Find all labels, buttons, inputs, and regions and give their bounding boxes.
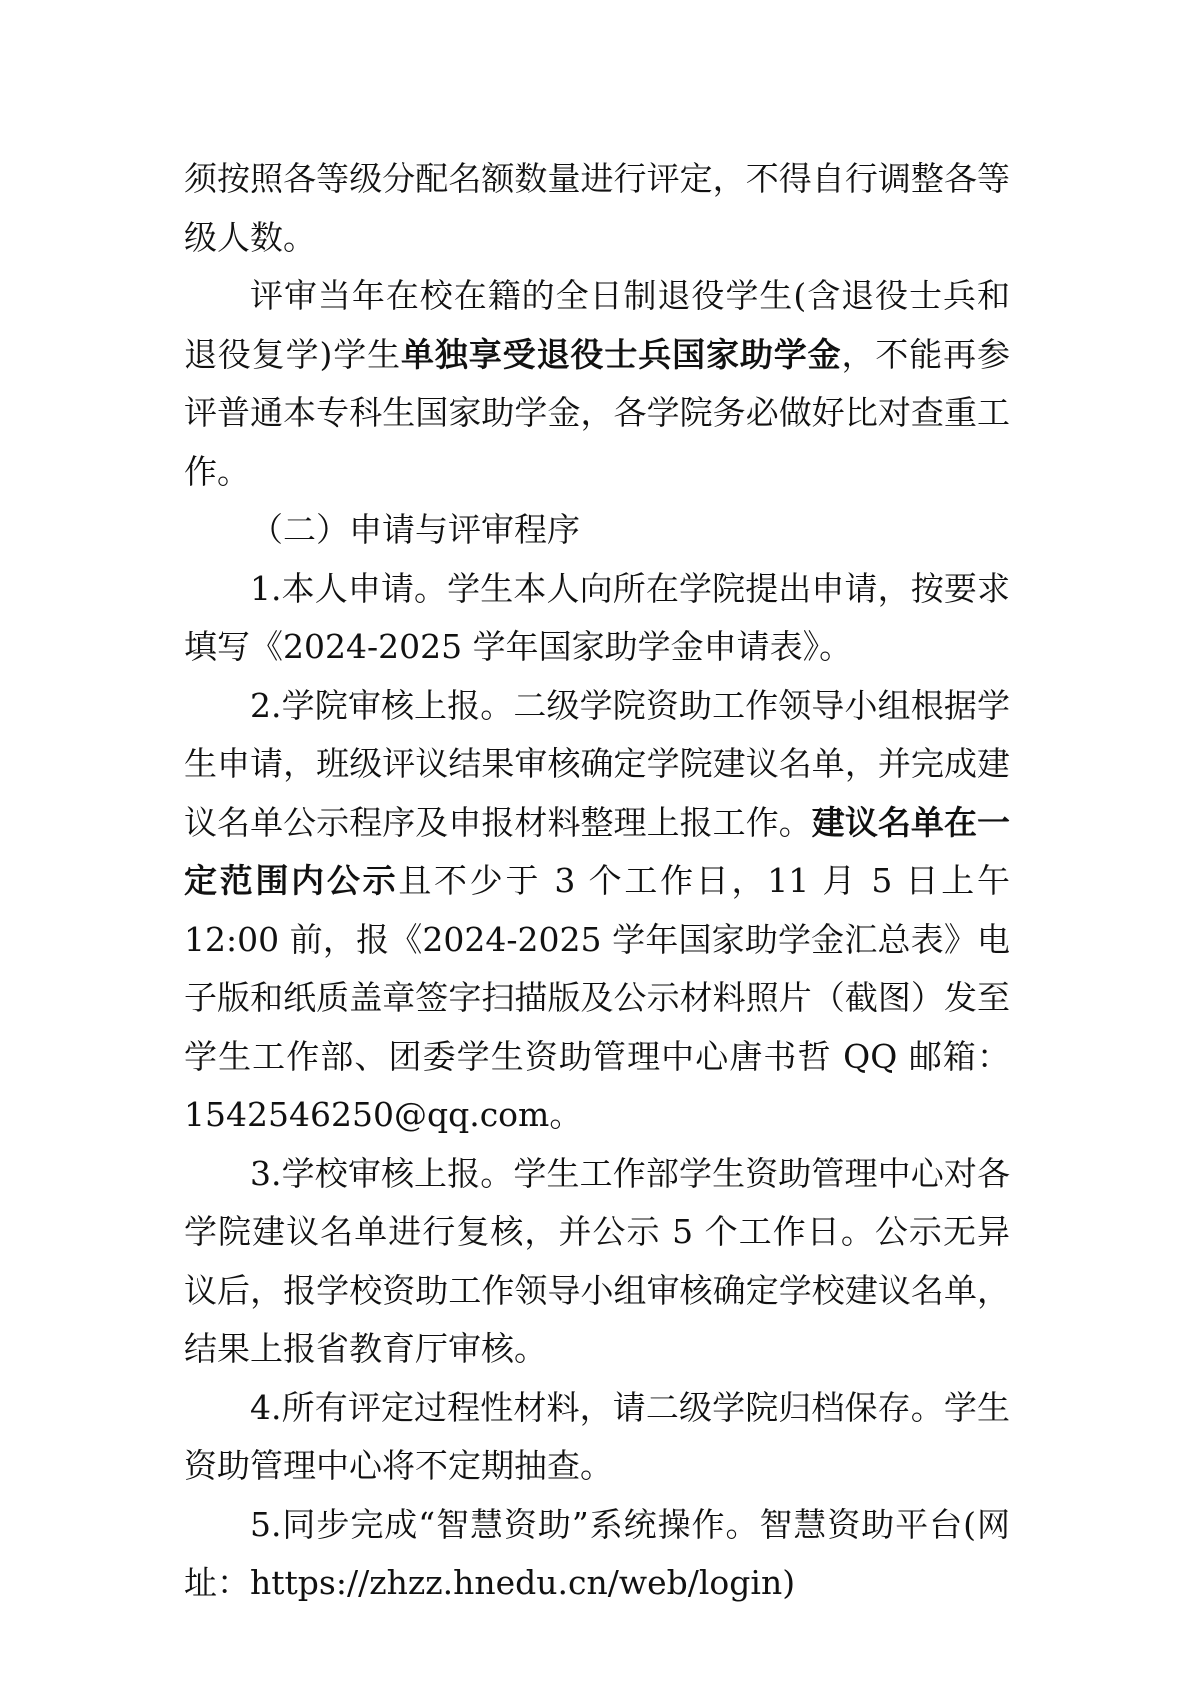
paragraph-text: 须按照各等级分配名额数量进行评定，不得自行调整各等级人数。 — [184, 159, 1010, 257]
paragraph-veteran-students — [184, 267, 1010, 501]
paragraph-text: 3.学校审核上报。学生工作部学生资助管理中心对各学院建议名单进行复核，并公示 5 个工作日。公示无异议后，报学校资助工作领导小组审核确定学校建议名单，结果上报省教育厅审核。 — [184, 1153, 1010, 1368]
paragraph-text: 4.所有评定过程性材料，请二级学院归档保存。学生资助管理中心将不定期抽查。 — [184, 1387, 1010, 1485]
bold-emphasis: 建议名单在一定范围内公示 — [184, 802, 1011, 900]
paragraph-text: 2.学院审核上报。二级学院资助工作领导小组根据学生申请，班级评议结果审核确定学院建议名单，并完成建议名单公示程序及申报材料整理上报工作。 — [184, 685, 1010, 842]
paragraph-text: 且不少于 3 个工作日，11 月 5 日上午 12:00 前，报《2024-2025 学年国家助学金汇总表》电子版和纸质盖章签字扫描版及公示材料照片（截图）发至学生工作部、团委学生资助管理中心唐书哲 QQ 邮箱：1542546250@qq.com。 — [184, 861, 1011, 1134]
section-heading-application-procedure — [184, 501, 1010, 560]
paragraph-text: 1.本人申请。学生本人向所在学院提出申请，按要求填写《2024-2025 学年国家助学金申请表》。 — [184, 568, 1010, 666]
paragraph-step-5 — [184, 1496, 1010, 1613]
paragraph-text: 5.同步完成“智慧资助”系统操作。智慧资助平台(网址：https://zhzz.hnedu.cn/web/login) — [184, 1504, 1010, 1602]
bold-emphasis: 单独享受退役士兵国家助学金 — [401, 334, 842, 374]
paragraph-step-3 — [184, 1145, 1010, 1379]
paragraph-text: ，不能再参评普通本专科生国家助学金，各学院务必做好比对查重工作。 — [184, 334, 1011, 491]
heading-text: （二）申请与评审程序 — [250, 510, 580, 549]
paragraph-step-2 — [184, 677, 1010, 1145]
document-body — [184, 150, 1010, 1613]
paragraph-step-1 — [184, 560, 1010, 677]
paragraph-text: 评审当年在校在籍的全日制退役学生(含退役士兵和退役复学)学生 — [184, 276, 1010, 374]
paragraph-grade-quota — [184, 150, 1010, 267]
paragraph-step-4 — [184, 1379, 1010, 1496]
